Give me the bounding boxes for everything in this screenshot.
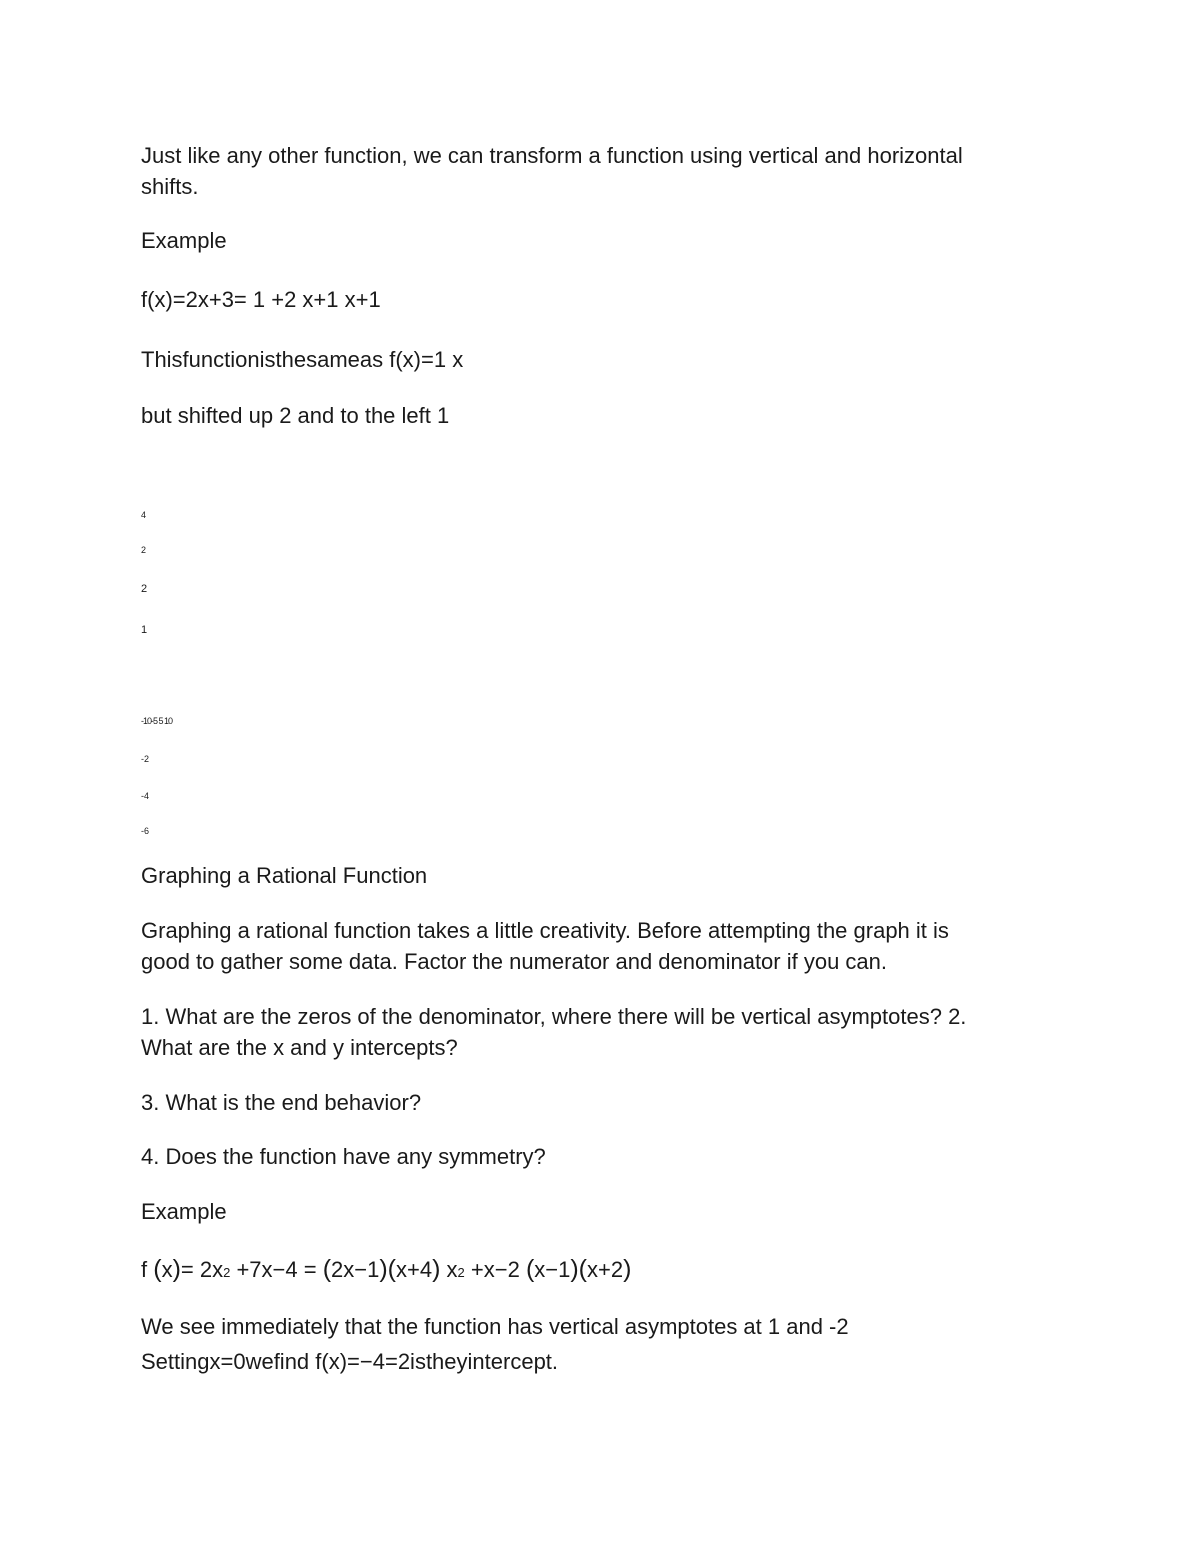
question-3: 3. What is the end behavior? [141,1090,422,1115]
graph-tick-label: -2 [141,754,150,764]
eq-paren: ) [623,1255,632,1283]
eq-part: x [161,1257,173,1282]
graph-tick-label: 1 [141,624,148,636]
eq-part: f [141,1257,154,1282]
shift-description: but shifted up 2 and to the left 1 [141,403,450,428]
eq-part: x+2 [587,1257,624,1282]
question-4: 4. Does the function have any symmetry? [141,1144,546,1169]
graph-tick-label: 2 [141,545,147,555]
section-heading: Graphing a Rational Function [141,863,428,888]
example-equation-1: f(x)=2x+3= 1 +2 x+1 x+1 [141,287,381,312]
intro-text-line-2: shifts. [141,174,199,199]
graph-tick-label: 4 [141,510,147,520]
eq-paren: )( [570,1255,588,1283]
graph-tick-label: -4 [141,791,150,801]
eq-paren: ( [322,1255,332,1283]
section-paragraph-line-1: Graphing a rational function takes a little creativity. Before attempting the graph it is [141,918,949,943]
graph-tick-label: 2 [141,583,148,595]
eq-part: x [440,1257,458,1282]
question-1-line-2: What are the x and y intercepts? [141,1035,458,1060]
conclusion-line-1: We see immediately that the function has vertical asymptotes at 1 and -2 [141,1314,849,1339]
eq-part: = 2x [180,1257,224,1282]
conclusion-line-2: Settingx=0wefind f(x)=−4=2istheyintercept. [141,1349,559,1374]
eq-paren: ) [432,1255,441,1283]
graph-axis-labels: -10-5 5 10 [141,716,173,726]
eq-exponent: 2 [223,1265,231,1280]
eq-paren: ( [153,1255,162,1283]
eq-part: 2x−1 [331,1257,380,1282]
eq-paren: ) [172,1255,181,1283]
eq-part: x−1 [534,1257,571,1282]
eq-part: +x−2 [464,1257,526,1282]
eq-paren: )( [379,1255,396,1283]
example-heading-2: Example [141,1199,227,1224]
intro-text-line-1: Just like any other function, we can transform a function using vertical and horizontal [141,143,963,168]
example-equation-2 [141,1254,631,1288]
eq-part: x+4 [396,1257,433,1282]
example-heading-1: Example [141,228,227,253]
graph-tick-label: -6 [141,826,150,836]
same-as-text: Thisfunctionisthesameas f(x)=1 x [141,347,464,372]
question-1-line-1: 1. What are the zeros of the denominator, where there will be vertical asymptotes? 2. [141,1004,967,1029]
section-paragraph-line-2: good to gather some data. Factor the numerator and denominator if you can. [141,949,888,974]
eq-exponent: 2 [457,1265,465,1280]
eq-part: +7x−4 = [230,1257,323,1282]
eq-paren: ( [525,1255,535,1283]
